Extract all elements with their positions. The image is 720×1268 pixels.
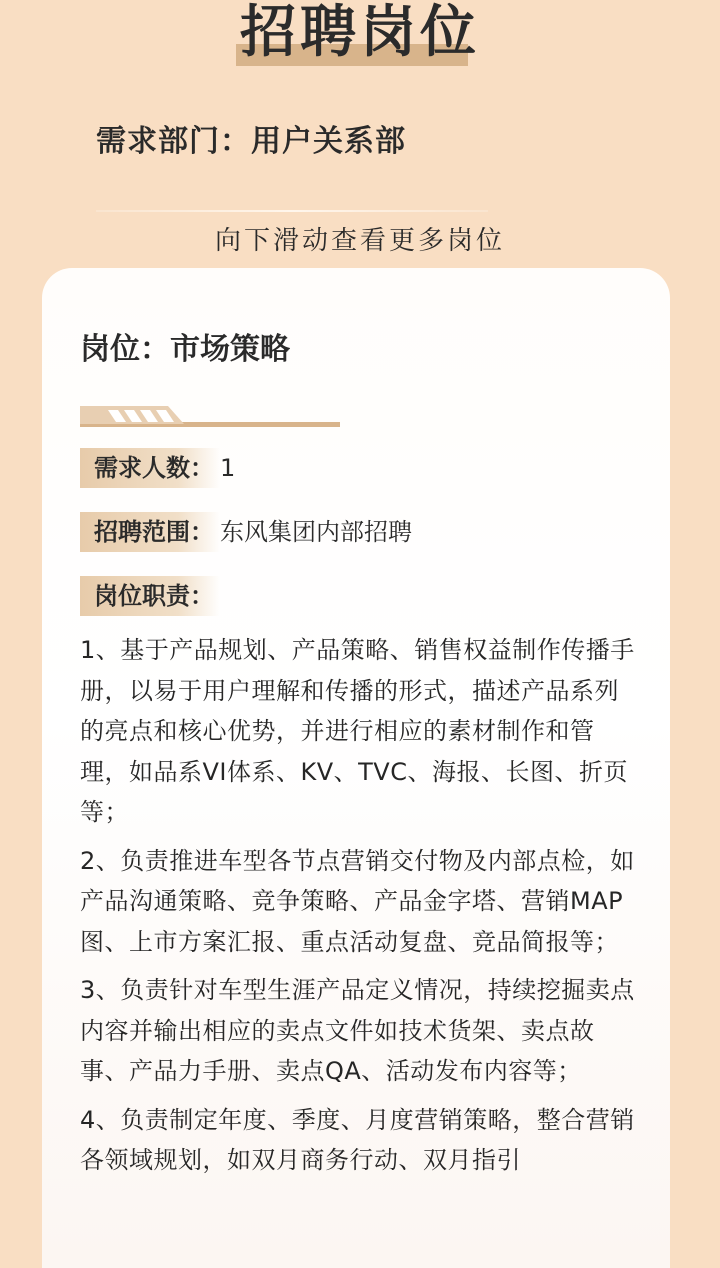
headcount-field: [80, 448, 235, 488]
divider: [96, 210, 488, 212]
duty-item: 2、负责推进车型各节点营销交付物及内部点检，如产品沟通策略、竞争策略、产品金字塔、营销MAP图、上市方案汇报、重点活动复盘、竞品简报等；: [80, 846, 635, 956]
duties-label: 岗位职责：: [80, 576, 220, 616]
duty-item: 3、负责针对车型生涯产品定义情况，持续挖掘卖点内容并输出相应的卖点文件如技术货架、卖点故事、产品力手册、卖点QA、活动发布内容等；: [80, 976, 635, 1085]
page-title: [0, 0, 720, 66]
duty-item: 4、负责制定年度、季度、月度营销策略，整合营销各领域规划，如双月商务行动、双月指引: [80, 1105, 635, 1174]
scope-value: 东风集团内部招聘: [220, 518, 412, 546]
decorative-stripe-icon: [80, 404, 340, 428]
scroll-hint: 向下滑动查看更多岗位: [214, 226, 505, 256]
duty-item: 1、基于产品规划、产品策略、销售权益制作传播手册，以易于用户理解和传播的形式，描述产品系列的亮点和核心优势，并进行相应的素材制作和管理，如品系VI体系、KV、TVC、海报、长图、折页等；: [80, 636, 635, 826]
headcount-value: 1: [220, 454, 236, 482]
scope-field: [80, 512, 412, 552]
department-label: 需求部门：用户关系部: [96, 124, 406, 159]
position-card-tab: [42, 268, 512, 308]
scope-label: 招聘范围：: [80, 512, 220, 552]
position-title: 岗位：市场策略: [80, 332, 290, 367]
page-title-text: 招聘岗位: [240, 0, 480, 65]
headcount-label: 需求人数：: [80, 448, 220, 488]
duties-list: [80, 630, 640, 1189]
duties-header: [80, 576, 220, 616]
